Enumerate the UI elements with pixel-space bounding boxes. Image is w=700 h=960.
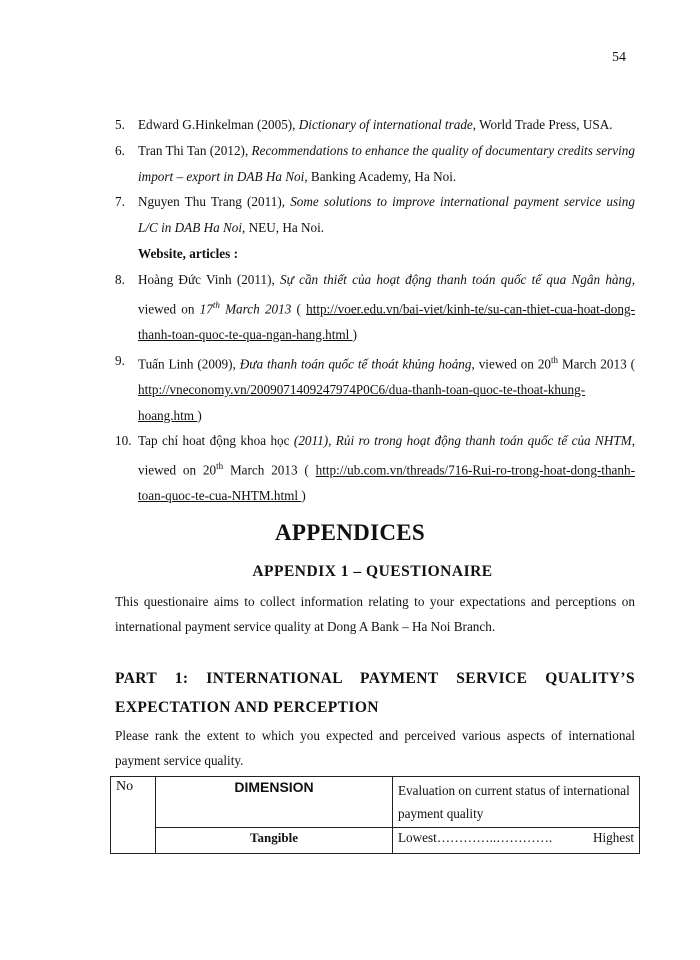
reference-text: , viewed on 20 xyxy=(138,433,635,478)
reference-text: March 2013 xyxy=(219,300,292,316)
reference-text: (2011), Rủi ro trong hoạt động thanh toán quốc tế của NHTM xyxy=(293,433,632,449)
reference-list xyxy=(115,112,635,509)
reference-item xyxy=(115,138,635,190)
reference-text: ) xyxy=(301,488,306,504)
table-header-row xyxy=(111,777,640,828)
reference-text: Recommendations to enhance the quality of documentary credits serving import – export in DAB Ha Noi xyxy=(138,142,635,184)
reference-text: th xyxy=(216,461,224,472)
website-heading: Website, articles : xyxy=(138,245,238,261)
page-number: 54 xyxy=(612,50,626,65)
appendix-title: APPENDIX 1 – QUESTIONAIRE xyxy=(252,563,493,580)
reference-item xyxy=(115,267,635,348)
table-row xyxy=(111,828,640,854)
reference-text: Dictionary of international trade xyxy=(298,117,473,132)
reference-item xyxy=(115,112,635,138)
survey-table xyxy=(110,776,640,854)
book-references xyxy=(115,112,635,241)
reference-text: Hoàng Đức Vinh (2011), xyxy=(138,271,281,287)
rank-instruction: Please rank the extent to which you expected and perceived various aspects of international payment service quality. xyxy=(115,728,635,768)
reference-text: Sự cần thiết của hoạt động thanh toán quốc tế qua Ngân hàng, xyxy=(280,271,635,287)
scale-high: Highest xyxy=(592,830,634,845)
reference-item xyxy=(115,428,635,509)
reference-link[interactable]: http://voer.edu.vn/bai-viet/kinh-te/su-can-thiet-cua-hoat-dong-thanh-toan-quoc-te-qua-ngan-hang.html xyxy=(138,300,635,342)
reference-text: March 2013 ( xyxy=(558,355,635,371)
scale-cell xyxy=(393,828,640,854)
dimension-cell: Tangible xyxy=(156,828,393,854)
reference-text: Edward G.Hinkelman (2005), xyxy=(138,117,299,132)
reference-text: , NEU, Ha Noi. xyxy=(242,220,325,236)
reference-text: th xyxy=(551,354,559,365)
col-evaluation-header: Evaluation on current status of international payment quality xyxy=(393,777,640,828)
scale-low: Lowest xyxy=(398,830,437,845)
reference-item xyxy=(115,348,635,429)
reference-text: Tap chí hoat động khoa học xyxy=(138,433,294,449)
reference-text: , World Trade Press, USA. xyxy=(472,117,613,132)
reference-text: ) xyxy=(197,407,202,423)
reference-text: th xyxy=(212,299,220,310)
reference-text: Nguyen Thu Trang (2011), xyxy=(138,194,291,210)
intro-paragraph: This questionaire aims to collect information relating to your expectations and perceptions on international payment service quality at Dong A Bank – Ha Noi Branch. xyxy=(115,594,635,634)
reference-number: 5. xyxy=(115,117,125,132)
reference-link[interactable]: http://ub.com.vn/threads/716-Rui-ro-trong-hoat-dong-thanh-toan-quoc-te-cua-NHTM.html xyxy=(138,462,635,504)
col-no-header: No xyxy=(111,777,156,854)
reference-text: ) xyxy=(352,326,357,342)
reference-item xyxy=(115,189,635,241)
appendices-title: APPENDICES xyxy=(275,520,425,545)
reference-text: , Banking Academy, Ha Noi. xyxy=(304,168,457,184)
reference-number: 7. xyxy=(115,194,125,210)
reference-text: Tuấn Linh (2009), xyxy=(138,355,240,371)
reference-link[interactable]: http://vneconomy.vn/2009071409247974P0C6/dua-thanh-toan-quoc-te-thoat-khung-hoang.htm xyxy=(138,381,586,423)
reference-text: Tran Thi Tan (2012), xyxy=(138,142,252,158)
reference-text: 17 xyxy=(199,300,213,316)
part-heading: PART 1: INTERNATIONAL PAYMENT SERVICE QUALITY’S EXPECTATION AND PERCEPTION xyxy=(115,670,635,716)
reference-number: 6. xyxy=(115,142,125,158)
reference-text: viewed on xyxy=(138,300,200,316)
reference-number: 10. xyxy=(115,433,132,449)
web-references xyxy=(115,267,635,509)
reference-number: 8. xyxy=(115,271,125,287)
col-dimension-header: DIMENSION xyxy=(156,777,393,828)
reference-text: March 2013 ( xyxy=(223,462,316,478)
scale-dots: …………..…………. xyxy=(436,830,553,845)
reference-text: Đưa thanh toán quốc tế thoát khủng hoảng xyxy=(239,355,472,371)
reference-number: 9. xyxy=(115,352,125,368)
reference-text: , viewed on 20 xyxy=(471,355,552,371)
reference-text: Some solutions to improve international payment service using L/C in DAB Ha Noi xyxy=(138,194,635,236)
reference-text: ( xyxy=(291,300,307,316)
